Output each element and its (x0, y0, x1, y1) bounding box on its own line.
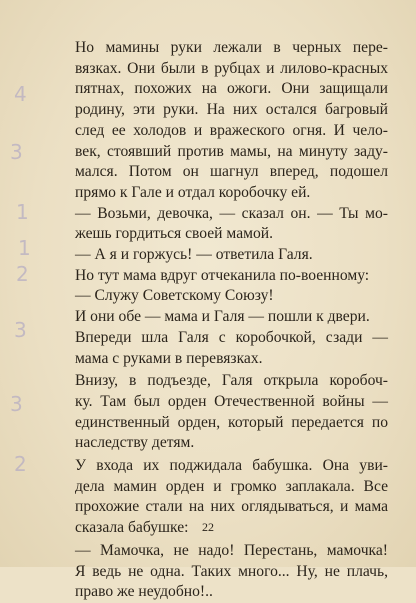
margin-pencil-mark: 2 (16, 262, 29, 286)
text-line: родину, эти руки. На них остался багровый (75, 101, 388, 119)
text-line: пятнах, похожих на ожоги. Они защищали (75, 80, 388, 98)
paragraph (51, 266, 388, 287)
text-line: И они обе — мама и Галя — пошли к двери. (75, 308, 370, 326)
text-line: — А я и горжусь! — ответила Галя. (75, 246, 313, 264)
text-line: Я ведь не одна. Таких много... Ну, не плачь, (75, 562, 388, 580)
page-number: 22 (202, 520, 214, 534)
text-line: мама с руками в перевязках. (75, 349, 263, 367)
margin-pencil-mark: 1 (16, 200, 29, 224)
paragraph (51, 286, 388, 307)
text-line: У входа их поджидала бабушка. Она уви- (75, 457, 388, 475)
margin-pencil-mark: 3 (10, 392, 23, 416)
text-line: Внизу, в подъезде, Галя открыла коробоч- (75, 372, 388, 390)
margin-pencil-mark: 4 (14, 82, 27, 106)
text-line: след ее холодов и вражеского огня. И чело- (75, 121, 388, 139)
text-line: прямо к Гале и отдал коробочку ей. (75, 183, 311, 201)
text-line: век, стоявший против мамы, на минуту заду- (75, 142, 388, 160)
text-line: наследству детям. (75, 434, 195, 452)
text-line: — Мамочка, не надо! Перестань, мамочка! (75, 541, 388, 559)
text-line: прохожие стали на них оглядываться, и мама (75, 498, 388, 516)
paragraph (51, 328, 388, 369)
text-line: Но мамины руки лежали в черных пере- (75, 39, 388, 56)
paragraph (51, 38, 388, 204)
text-line: право же неудобно!.. (75, 583, 213, 601)
paragraph (51, 541, 388, 603)
text-line: — Возьми, девочка, — сказал он. — Ты мо- (75, 204, 388, 222)
margin-pencil-mark: 3 (10, 140, 23, 164)
text-line: ку. Там был орден Отечественной войны — (75, 392, 388, 410)
text-line: жешь гордиться своей мамой. (75, 225, 274, 243)
text-line: дела мамин орден и громко заплакала. Все (75, 477, 388, 495)
text-line: Впереди шла Галя с коробочкой, сзади — (75, 328, 388, 346)
paragraph (51, 307, 388, 328)
text-line: Но тут мама вдруг отчеканила по-военному: (75, 266, 370, 284)
text-line: мался. Потом он шагнул вперед, подошел (75, 163, 388, 181)
text-line: единственный орден, который передается по (75, 413, 388, 431)
text-line: — Служу Советскому Союзу! (75, 287, 274, 305)
paragraph (51, 245, 388, 266)
text-line: сказала бабушке: (75, 519, 189, 537)
margin-pencil-mark: 1 (18, 236, 31, 260)
body-text (51, 38, 388, 603)
paragraph (51, 204, 388, 245)
text-line: вязках. Они были в рубцах и лилово-красных (75, 59, 388, 77)
margin-pencil-mark: 3 (14, 318, 27, 342)
paragraph (51, 371, 388, 454)
margin-pencil-mark: 2 (14, 452, 27, 476)
